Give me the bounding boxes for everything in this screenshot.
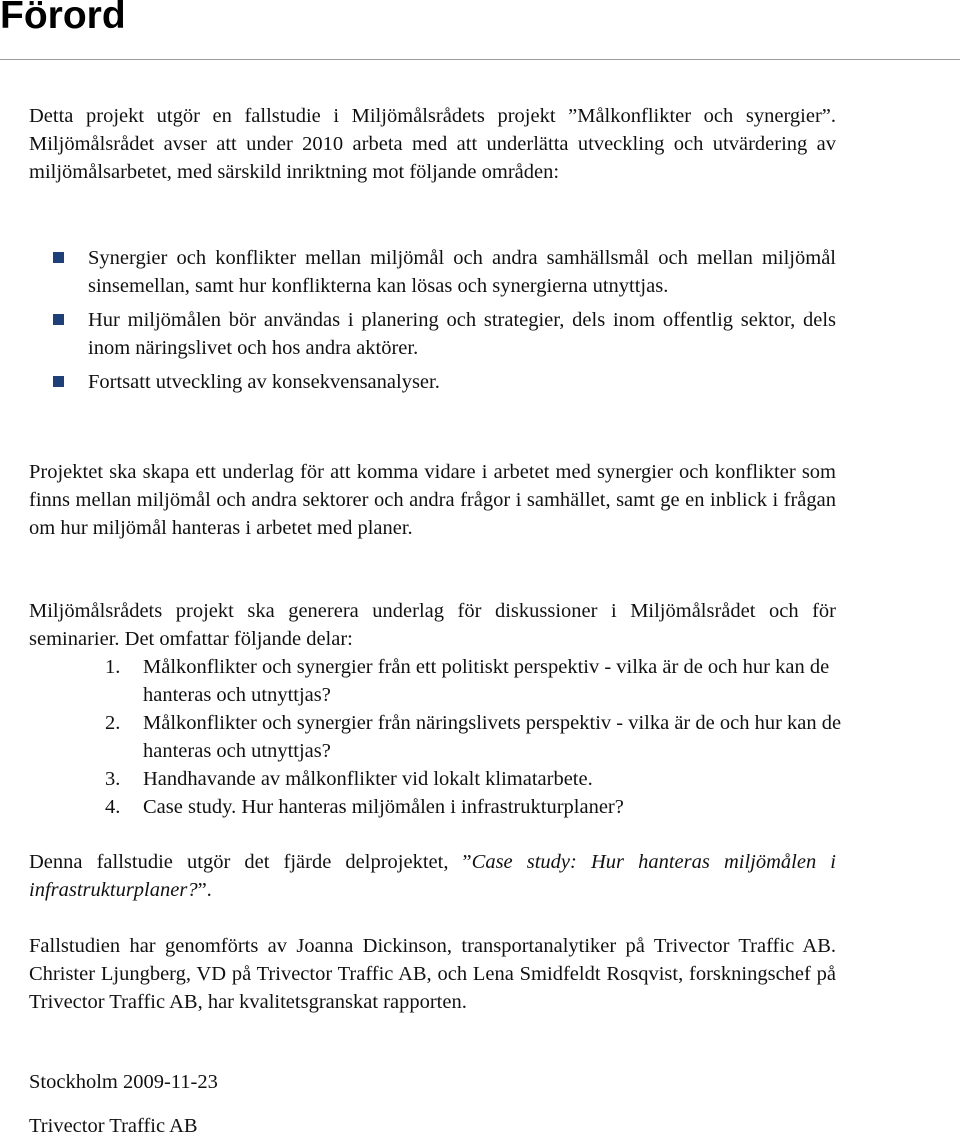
list-number: 4. bbox=[105, 796, 121, 818]
list-number: 2. bbox=[105, 712, 121, 734]
case-study-paragraph bbox=[29, 848, 836, 904]
list-item bbox=[29, 765, 843, 793]
list-item-text: Case study. Hur hanteras miljömålen i infrastrukturplaner? bbox=[143, 796, 624, 818]
list-item bbox=[29, 793, 843, 821]
case-study-title: Case study: Hur hanteras miljömålen i infrastrukturplaner? bbox=[29, 851, 836, 901]
list-item bbox=[29, 709, 843, 765]
list-item bbox=[29, 244, 836, 300]
parts-list bbox=[29, 653, 842, 821]
page-heading: Förord bbox=[0, 0, 126, 37]
list-item-text: Målkonflikter och synergier från näringslivets perspektiv - vilka är de och hur kan de hanteras och utnyttjas? bbox=[143, 712, 842, 762]
list-number: 1. bbox=[105, 656, 121, 678]
list-item bbox=[29, 653, 843, 709]
place-date: Stockholm 2009-11-23 bbox=[29, 1071, 218, 1093]
project-paragraph: Projektet ska skapa ett underlag för att komma vidare i arbetet med synergier och konflikter som finns mellan miljömål och andra sektorer och andra frågor i samhället, samt ge en inblick i frågan om hur miljömål hanteras i arbetet med planer. bbox=[29, 461, 836, 539]
focus-areas-list bbox=[29, 244, 836, 402]
intro-paragraph: Detta projekt utgör en fallstudie i Miljömålsrådets projekt ”Målkonflikter och synergier”. Miljömålsrådet avser att under 2010 arbeta med att underlätta utveckling och utvärdering av miljömålsarbetet, med särskild inriktning mot följande områden: bbox=[29, 105, 836, 183]
list-item-text: Målkonflikter och synergier från ett politiskt perspektiv - vilka är de och hur kan de hanteras och utnyttjas? bbox=[143, 656, 830, 706]
list-item-text: Hur miljömålen bör användas i planering och strategier, dels inom offentlig sektor, dels inom näringslivet och hos andra aktörer. bbox=[88, 309, 836, 359]
list-item bbox=[29, 368, 836, 396]
list-item bbox=[29, 306, 836, 362]
authors-paragraph: Fallstudien har genomförts av Joanna Dickinson, transportanalytiker på Trivector Traffic AB. Christer Ljungberg, VD på Trivector Traffic AB, och Lena Smidfeldt Rosqvist, forskningschef på Trivector Traffic AB, har kvalitetsgranskat rapporten. bbox=[29, 935, 836, 1013]
case-study-suffix: ”. bbox=[197, 879, 212, 901]
square-bullet-icon bbox=[53, 376, 64, 387]
list-item-text: Synergier och konflikter mellan miljömål och andra samhällsmål och mellan miljömål sinsemellan, samt hur konflikterna kan lösas och synergierna utnyttjas. bbox=[88, 247, 836, 297]
list-number: 3. bbox=[105, 768, 121, 790]
case-study-prefix: Denna fallstudie utgör det fjärde delprojektet, ” bbox=[29, 851, 472, 873]
heading-rule bbox=[0, 59, 960, 60]
list-item-text: Fortsatt utveckling av konsekvensanalyser. bbox=[88, 371, 440, 393]
parts-intro-paragraph: Miljömålsrådets projekt ska generera underlag för diskussioner i Miljömålsrådet och för seminarier. Det omfattar följande delar: bbox=[29, 600, 836, 650]
square-bullet-icon bbox=[53, 252, 64, 263]
organization-name: Trivector Traffic AB bbox=[29, 1115, 198, 1137]
list-item-text: Handhavande av målkonflikter vid lokalt klimatarbete. bbox=[143, 768, 593, 790]
square-bullet-icon bbox=[53, 314, 64, 325]
